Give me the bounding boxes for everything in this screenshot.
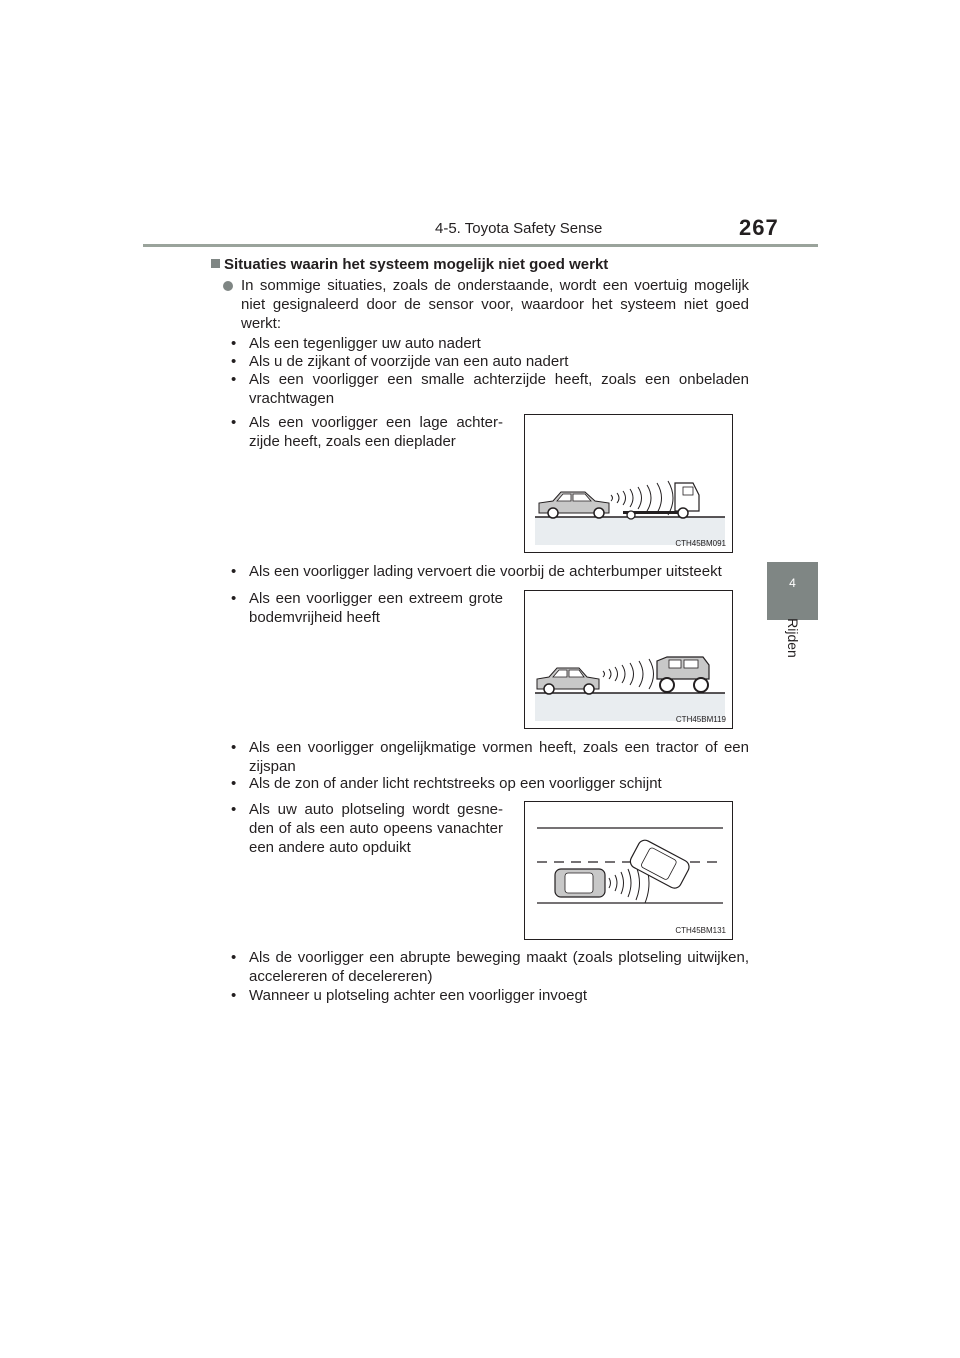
bullet-marker: • (231, 801, 237, 818)
bullet-marker: • (231, 775, 237, 792)
figure-low-rear-vehicle (524, 414, 733, 553)
list-item-text: Als uw auto plotseling wordt gesne-den of als een auto opeens vanachter een andere auto opduikt (249, 801, 503, 856)
list-item (231, 986, 749, 1005)
bullet-marker: • (231, 563, 237, 580)
page-number: 267 (739, 215, 779, 240)
high-clearance-illustration (525, 591, 732, 728)
list-item (231, 948, 749, 986)
header-divider (143, 244, 818, 247)
list-item (231, 738, 749, 776)
chapter-tab (767, 562, 818, 620)
list-item-text: Als de voorligger een abrupte beweging maakt (zoals plotseling uitwijken, accelereren of decelereren) (249, 949, 749, 985)
figure-code: CTH45BM119 (675, 715, 726, 724)
bullet-marker: • (231, 949, 237, 966)
figure-cut-in-vehicle (524, 801, 733, 940)
list-item (231, 352, 749, 371)
chapter-number: 4 (789, 576, 796, 590)
list-item-text: Als een tegenligger uw auto nadert (249, 335, 481, 352)
list-item-text: Wanneer u plotseling achter een voorligger invoegt (249, 987, 587, 1004)
bullet-marker: • (231, 335, 237, 352)
bullet-marker: • (231, 739, 237, 756)
section-title: 4-5. Toyota Safety Sense (435, 220, 603, 237)
list-item (231, 334, 749, 353)
bullet-marker: • (231, 353, 237, 370)
list-item (231, 562, 749, 581)
list-item (231, 370, 749, 408)
intro-text: In sommige situaties, zoals de onderstaande, wordt een voertuig mogelijk niet gesignaleerd door de sensor voor, waardoor het systeem niet goed werkt: (241, 277, 749, 332)
heading-text: Situaties waarin het systeem mogelijk niet goed werkt (224, 256, 609, 273)
list-item-text: Als een voorligger een smalle achterzijde heeft, zoals een onbeladen vrachtwagen (249, 371, 749, 407)
bullet-marker: • (231, 371, 237, 388)
list-item (231, 413, 503, 451)
heading-square-icon (211, 259, 220, 268)
list-item-text: Als een voorligger ongelijkmatige vormen heeft, zoals een tractor of een zijspan (249, 739, 749, 775)
list-item-text: Als een voorligger lading vervoert die voorbij de achterbumper uitsteekt (249, 563, 722, 580)
figure-high-clearance-vehicle (524, 590, 733, 729)
bullet-marker: • (231, 987, 237, 1004)
list-item-text: Als u de zijkant of voorzijde van een auto nadert (249, 353, 569, 370)
list-item-text: Als een voorligger een lage achter-zijde heeft, zoals een dieplader (249, 414, 503, 450)
list-item (231, 774, 749, 793)
figure-code: CTH45BM131 (675, 926, 726, 935)
low-loader-illustration (525, 415, 732, 552)
bullet-marker: • (231, 414, 237, 431)
chapter-label-tab (767, 620, 818, 690)
cut-in-illustration (525, 802, 732, 939)
list-item (231, 589, 503, 627)
chapter-label: Rijden (784, 618, 801, 658)
list-item-text: Als de zon of ander licht rechtstreeks op een voorligger schijnt (249, 775, 662, 792)
intro-paragraph (223, 276, 749, 333)
section-heading (211, 256, 608, 273)
list-item-text: Als een voorligger een extreem grote bodemvrijheid heeft (249, 590, 503, 626)
figure-code: CTH45BM091 (675, 539, 726, 548)
bullet-marker: • (231, 590, 237, 607)
circle-bullet-icon (223, 281, 233, 291)
list-item (231, 800, 503, 857)
